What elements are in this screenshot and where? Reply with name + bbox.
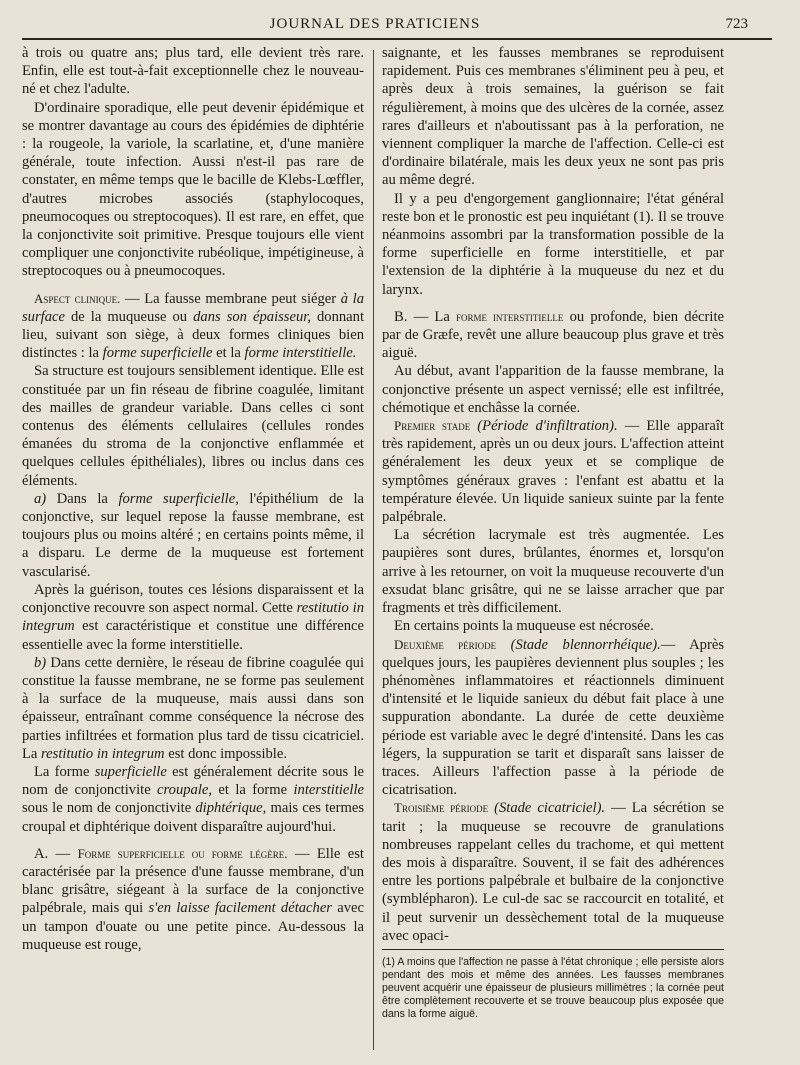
section-heading: Troisième période <box>394 800 489 816</box>
header-rule <box>22 38 772 40</box>
section-heading: Aspect clinique. <box>34 290 121 306</box>
paragraph: Il y a peu d'engorgement ganglionnaire; l'état général reste bon et le pronostic est peu inquiétant (1). Il se trouve néanmoins assombri par la transformation possible de la forme superficielle en forme interstitielle, et par l'extension de la diphtérie à la muqueuse du nez et du larynx. <box>382 190 724 298</box>
section-heading: Forme superficielle ou forme légère. <box>77 845 288 861</box>
footnote-rule <box>382 949 724 950</box>
paragraph: saignante, et les fausses membranes se reproduisent rapidement. Puis ces membranes s'éliminent peu à peu, et après deux à trois semaines, la guérison se fait régulièrement, à moins que des ulcères de la cornée, assez rares d'ailleurs et n'aboutissant pas à la perforation, ne viennent compliquer la marche de l'affection. Celle-ci est d'ordinaire bilatérale, mais les deux yeux ne sont pas pris au même degré. <box>382 45 724 189</box>
paragraph-deuxieme-periode: Deuxième période (Stade blennorrhéique).— Après quelques jours, les paupières deviennent plus souples ; les phénomènes inflammatoires et réactionnels diminuent d'intensité et le liquide sanieux du début fait place à une suppuration abondante. La durée de cette deuxième période est variable avec le degré d'intensité. Dans les cas légers, la suppuration se tarit et disparaît sans laisser de traces. Ailleurs l'affection passe à la période de cicatrisation. <box>382 636 724 799</box>
paragraph-forme-interstitielle: B. — La forme interstitielle ou profonde, bien décrite par de Græfe, revêt une allure beaucoup plus grave et très aiguë. <box>382 308 724 362</box>
section-heading: Premier stade <box>394 418 471 434</box>
left-column <box>22 44 364 954</box>
paragraph-premier-stade: Premier stade (Période d'infiltration). — Elle apparaît très rapidement, après un ou deux jours. L'affection atteint généralement les deux yeux et se complique de symptômes généraux graves : l'enfant est abattu et la température élevée. Un liquide sanieux suinte par la fente palpébrale. <box>382 418 724 526</box>
paragraph: Après la guérison, toutes ces lésions disparaissent et la conjonctive recouvre son aspect normal. Cette restitutio in integrum est caractéristique et constitue une différence essentielle avec la forme interstitielle. <box>22 581 364 653</box>
right-column <box>382 44 724 1021</box>
paragraph: a) Dans la forme superficielle, l'épithélium de la conjonctive, sur lequel repose la fausse membrane, est toujours plus ou moins altéré ; en certains points même, il a disparu. Le derme de la muqueuse est fortement vascularisé. <box>22 490 364 580</box>
running-header <box>0 10 800 40</box>
section-heading: Deuxième période <box>394 636 497 652</box>
section-heading: forme interstitielle <box>456 308 564 324</box>
paragraph: En certains points la muqueuse est nécrosée. <box>394 618 654 635</box>
paragraph: La sécrétion lacrymale est très augmentée. Les paupières sont dures, brûlantes, énormes et, lorsqu'on arrive à les retourner, on voit la muqueuse recouverte d'un exsudat blanc grisâtre, qui ne se laisse arracher que par fragments et très difficilement. <box>382 527 724 617</box>
page-number: 723 <box>725 16 748 32</box>
paragraph: Sa structure est toujours sensiblement identique. Elle est constituée par un fin réseau de fibrine coagulée, limitant des mailles de grandeur variable. Dans celles ci sont contenus des éléments cellulaires (cellules rondes émanées du stroma de la conjonctive enflammée et quelques cellules épithéliales), libres ou inclus dans ces éléments. <box>22 363 364 489</box>
paragraph-aspect-clinique: Aspect clinique. — La fausse membrane peut siéger à la surface de la muqueuse ou dans son épaisseur, donnant lieu, suivant son siège, à deux formes cliniques bien distinctes : la forme superficielle et la forme interstitielle. <box>22 290 365 362</box>
paragraph: La forme superficielle est généralement décrite sous le nom de conjonctivite croupale, et la forme interstitielle sous le nom de conjonctivite diphtérique, mais ces termes croupal et diphtérique doivent disparaître aujourd'hui. <box>22 763 364 835</box>
paragraph: b) Dans cette dernière, le réseau de fibrine coagulée qui constitue la fausse membrane, ne se forme pas seulement à la surface de la muqueuse, mais aussi dans son épaisseur, entraînant comme conséquence la nécrose des parties infiltrées et formation plus tard de tissu cicatriciel. La restitutio in integrum est donc impossible. <box>22 654 364 762</box>
footnote: (1) A moins que l'affection ne passe à l'état chronique ; elle persiste alors pendant des mois et même des années. Les fausses membranes peuvent acquérir une épaisseur de plusieurs millimètres ; la cornée peut être complètement recouverte et se trouve beaucoup plus exposée que dans la forme aiguë. <box>382 955 724 1020</box>
journal-title: JOURNAL DES PRATICIENS <box>269 16 481 32</box>
column-divider <box>373 50 374 1050</box>
paragraph-forme-superficielle: A. — Forme superficielle ou forme légère. — Elle est caractérisée par la présence d'une fausse membrane, d'un blanc grisâtre, siégeant à la surface de la conjonctive palpébrale, mais qui s'en laisse facilement détacher avec un tampon d'ouate ou une petite pince. Au-dessous la muqueuse est rouge, <box>22 845 364 953</box>
paragraph: Au début, avant l'apparition de la fausse membrane, la conjonctive présente un aspect vernissé; elle est infiltrée, chémotique et enchâsse la cornée. <box>382 363 724 416</box>
paragraph: D'ordinaire sporadique, elle peut devenir épidémique et se montrer davantage au cours des épidémies de diphtérie : la rougeole, la variole, la scarlatine, et, d'une manière générale, toute infection. Aussi n'est-il pas rare de constater, en même temps que le bacille de Klebs-Lœffler, d'autres microbes associés (staphylocoques, pneumocoques ou streptocoques). Il est rare, en effet, que la conjonctivite soit primitive. Presque toujours elle vient compliquer une conjonctivite rubéolique, impétigineuse, à streptocoques ou à pneumocoques. <box>22 99 364 280</box>
paragraph: à trois ou quatre ans; plus tard, elle devient très rare. Enfin, elle est tout-à-fait exceptionnelle chez le nouveau-né et chez l'adulte. <box>22 45 364 98</box>
paragraph-troisieme-periode: Troisième période (Stade cicatriciel). — La sécrétion se tarit ; la muqueuse se recouvre de granulations nombreuses rappelant celles du trachome, et qui mettent des mois à disparaître. Souvent, il se fait des adhérences entre les portions palpébrale et bulbaire de la conjonctive (symblépharon). Le cul-de sac se raccourcit en totalité, et il peut survenir un dessèchement total de la muqueuse avec opaci- <box>382 800 724 944</box>
